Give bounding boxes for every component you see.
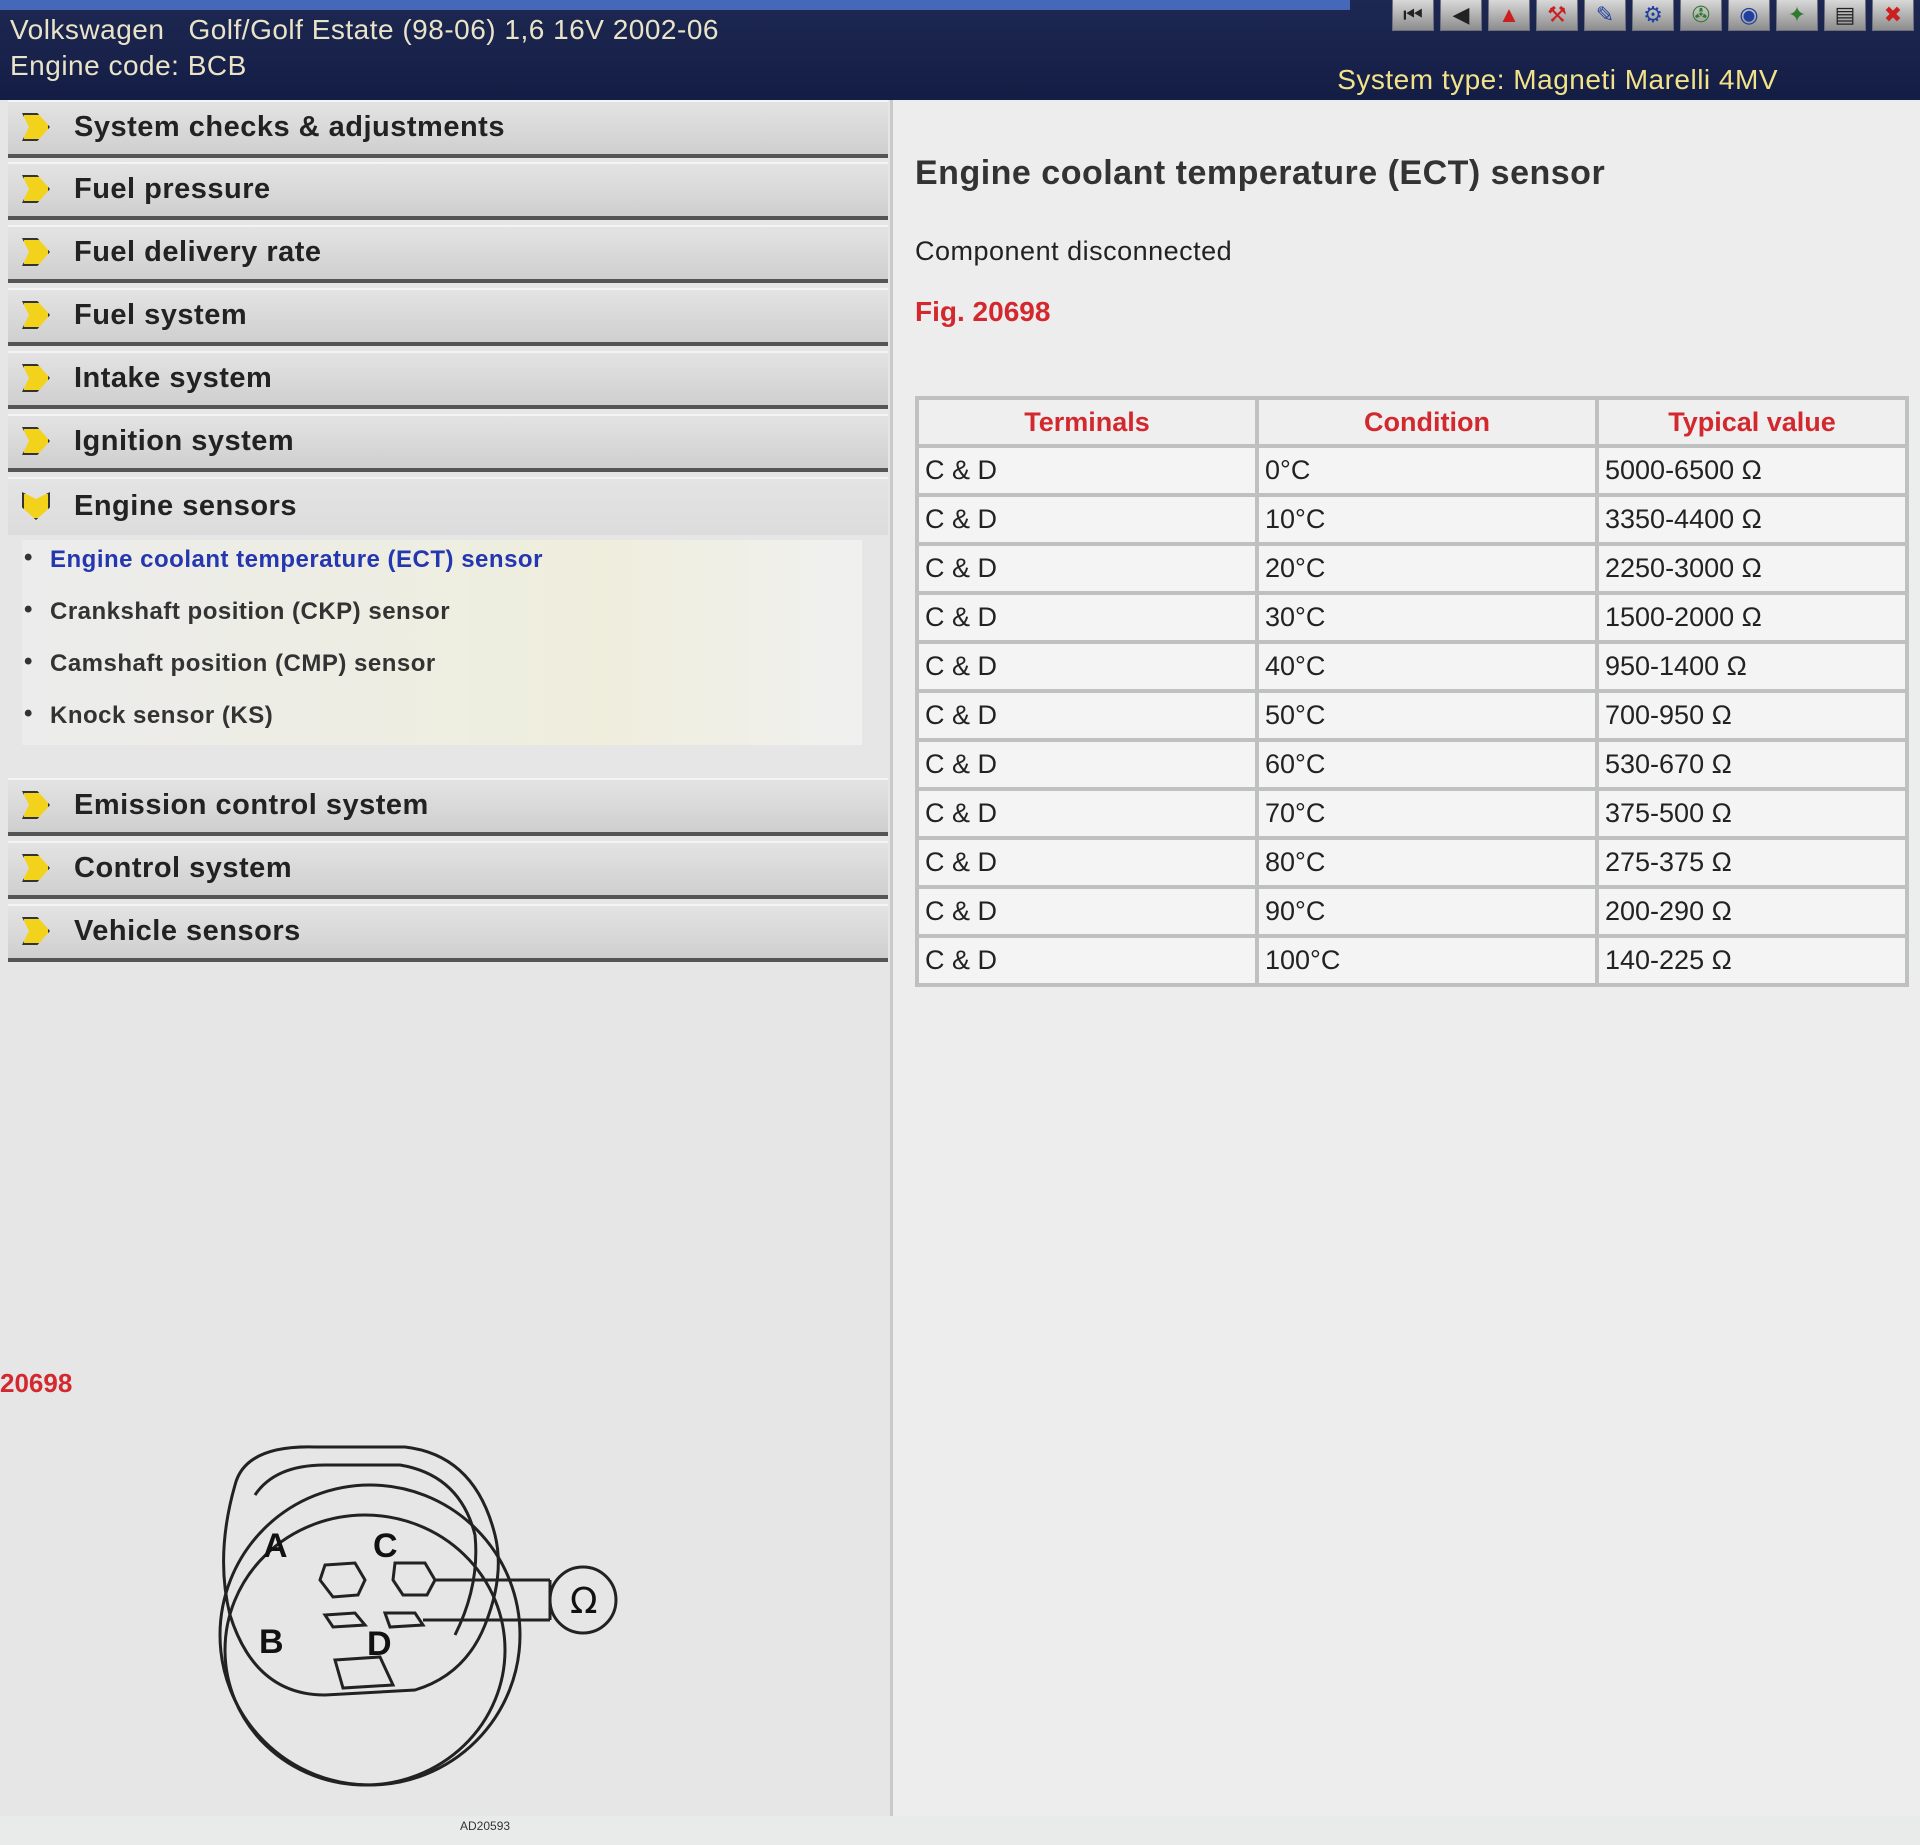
submenu-item-knock-sensor[interactable]: • Knock sensor (KS) — [50, 702, 273, 730]
table-body — [919, 448, 1905, 983]
vehicle-description — [10, 14, 719, 46]
table-row — [919, 693, 1905, 738]
nav-item-system-checks[interactable] — [8, 100, 888, 158]
ohm-symbol: Ω — [570, 1581, 598, 1622]
app-header — [0, 0, 1920, 100]
cell-typical-value: 275-375 Ω — [1599, 840, 1905, 885]
spec-table — [915, 396, 1909, 987]
cell-typical-value: 375-500 Ω — [1599, 791, 1905, 836]
table-row — [919, 644, 1905, 689]
gauge-icon[interactable]: ◉ — [1728, 0, 1770, 31]
cell-condition: 50°C — [1259, 693, 1595, 738]
figure-code: AD20593 — [460, 1819, 511, 1833]
table-row — [919, 595, 1905, 640]
nav-item-label: Ignition system — [74, 424, 295, 457]
cell-terminals: C & D — [919, 595, 1255, 640]
print-icon[interactable]: ▤ — [1824, 0, 1866, 31]
cell-typical-value: 530-670 Ω — [1599, 742, 1905, 787]
cell-terminals: C & D — [919, 644, 1255, 689]
table-row — [919, 546, 1905, 591]
table-row — [919, 889, 1905, 934]
nav-item-emission-control[interactable] — [8, 778, 888, 836]
exit-icon[interactable]: ✖ — [1872, 0, 1914, 31]
cell-typical-value: 200-290 Ω — [1599, 889, 1905, 934]
nav-item-label: Vehicle sensors — [74, 914, 301, 947]
nav-item-label: Fuel pressure — [74, 172, 271, 205]
pin-label-c: C — [373, 1527, 398, 1565]
cell-typical-value: 1500-2000 Ω — [1599, 595, 1905, 640]
nav-item-fuel-pressure[interactable] — [8, 162, 888, 220]
nav-item-vehicle-sensors[interactable] — [8, 904, 888, 962]
first-page-icon[interactable]: ⏮ — [1392, 0, 1434, 31]
arrow-right-icon — [22, 427, 50, 455]
figure-number: 20698 — [0, 1368, 73, 1398]
pin-label-b: B — [259, 1623, 284, 1661]
page-title: Engine coolant temperature (ECT) sensor — [915, 154, 1606, 192]
pin-c — [393, 1563, 435, 1595]
content-pane — [893, 100, 1920, 1816]
cell-condition: 100°C — [1259, 938, 1595, 983]
cell-terminals: C & D — [919, 889, 1255, 934]
nav-item-engine-sensors[interactable] — [8, 477, 888, 535]
cell-terminals: C & D — [919, 840, 1255, 885]
cell-condition: 40°C — [1259, 644, 1595, 689]
nav-item-label: Emission control system — [74, 788, 429, 821]
nav-item-label: System checks & adjustments — [74, 110, 505, 143]
cell-terminals: C & D — [919, 938, 1255, 983]
nav-item-ignition-system[interactable] — [8, 414, 888, 472]
col-header-typical-value: Typical value — [1599, 400, 1905, 444]
cell-condition: 30°C — [1259, 595, 1595, 640]
arrow-right-icon — [22, 917, 50, 945]
sidebar-nav — [0, 100, 893, 1833]
cell-typical-value: 2250-3000 Ω — [1599, 546, 1905, 591]
nav-item-intake-system[interactable] — [8, 351, 888, 409]
back-icon[interactable]: ◀ — [1440, 0, 1482, 31]
cell-terminals: C & D — [919, 546, 1255, 591]
table-row — [919, 497, 1905, 542]
cell-typical-value: 140-225 Ω — [1599, 938, 1905, 983]
table-row — [919, 840, 1905, 885]
engine-icon[interactable]: ⚙ — [1632, 0, 1674, 31]
cell-typical-value: 700-950 Ω — [1599, 693, 1905, 738]
cell-condition: 0°C — [1259, 448, 1595, 493]
table-header-row — [919, 400, 1905, 444]
nav-item-label: Intake system — [74, 361, 273, 394]
sensor-connector-diagram — [215, 1445, 715, 1845]
nav-item-label: Fuel system — [74, 298, 248, 331]
nav-item-fuel-delivery-rate[interactable] — [8, 225, 888, 283]
engine-code: Engine code: BCB — [10, 50, 247, 81]
gear-icon[interactable]: ✇ — [1680, 0, 1722, 31]
submenu-item-ckp-sensor[interactable]: • Crankshaft position (CKP) sensor — [50, 598, 450, 626]
component-status: Component disconnected — [915, 236, 1233, 266]
nav-item-fuel-system[interactable] — [8, 288, 888, 346]
connector-rim — [255, 1465, 476, 1635]
col-header-terminals: Terminals — [919, 400, 1255, 444]
cell-terminals: C & D — [919, 693, 1255, 738]
warning-icon[interactable]: ▲ — [1488, 0, 1530, 31]
wrench-icon[interactable]: ✎ — [1584, 0, 1626, 31]
cell-condition: 70°C — [1259, 791, 1595, 836]
cell-terminals: C & D — [919, 497, 1255, 542]
cell-condition: 90°C — [1259, 889, 1595, 934]
pin-a — [320, 1563, 365, 1597]
arrow-right-icon — [22, 238, 50, 266]
tool-icon[interactable]: ⚒ — [1536, 0, 1578, 31]
nav-item-label: Engine sensors — [74, 489, 297, 522]
table-row — [919, 448, 1905, 493]
cell-typical-value: 5000-6500 Ω — [1599, 448, 1905, 493]
arrow-right-icon — [22, 113, 50, 141]
submenu-item-cmp-sensor[interactable]: • Camshaft position (CMP) sensor — [50, 650, 436, 678]
engine-sensors-submenu — [22, 540, 862, 745]
vehicle-model: Golf/Golf Estate (98-06) 1,6 16V 2002-06 — [188, 14, 719, 45]
cell-typical-value: 3350-4400 Ω — [1599, 497, 1905, 542]
arrow-right-icon — [22, 854, 50, 882]
system-type: System type: Magneti Marelli 4MV — [1337, 64, 1778, 95]
nav-item-label: Control system — [74, 851, 293, 884]
cell-typical-value: 950-1400 Ω — [1599, 644, 1905, 689]
cell-condition: 10°C — [1259, 497, 1595, 542]
pin-label-d: D — [367, 1625, 392, 1663]
arrow-right-icon — [22, 175, 50, 203]
pin-label-a: A — [263, 1527, 288, 1565]
title-bar-strip — [0, 0, 1350, 10]
arrow-right-icon — [22, 791, 50, 819]
table-row — [919, 938, 1905, 983]
vehicle-make: Volkswagen — [10, 14, 165, 45]
nav-item-control-system[interactable] — [8, 841, 888, 899]
arrow-down-icon — [22, 492, 50, 520]
cell-condition: 60°C — [1259, 742, 1595, 787]
col-header-condition: Condition — [1259, 400, 1595, 444]
cell-terminals: C & D — [919, 742, 1255, 787]
figure-link[interactable]: Fig. 20698 — [915, 296, 1051, 327]
cell-condition: 20°C — [1259, 546, 1595, 591]
arrow-right-icon — [22, 364, 50, 392]
settings-icon[interactable]: ✦ — [1776, 0, 1818, 31]
cell-condition: 80°C — [1259, 840, 1595, 885]
table-row — [919, 742, 1905, 787]
arrow-right-icon — [22, 301, 50, 329]
toolbar — [1392, 0, 1920, 30]
nav-item-label: Fuel delivery rate — [74, 235, 322, 268]
table-row — [919, 791, 1905, 836]
cell-terminals: C & D — [919, 448, 1255, 493]
submenu-item-ect-sensor[interactable]: • Engine coolant temperature (ECT) sensor — [50, 546, 543, 574]
pin-b — [325, 1613, 365, 1627]
cell-terminals: C & D — [919, 791, 1255, 836]
